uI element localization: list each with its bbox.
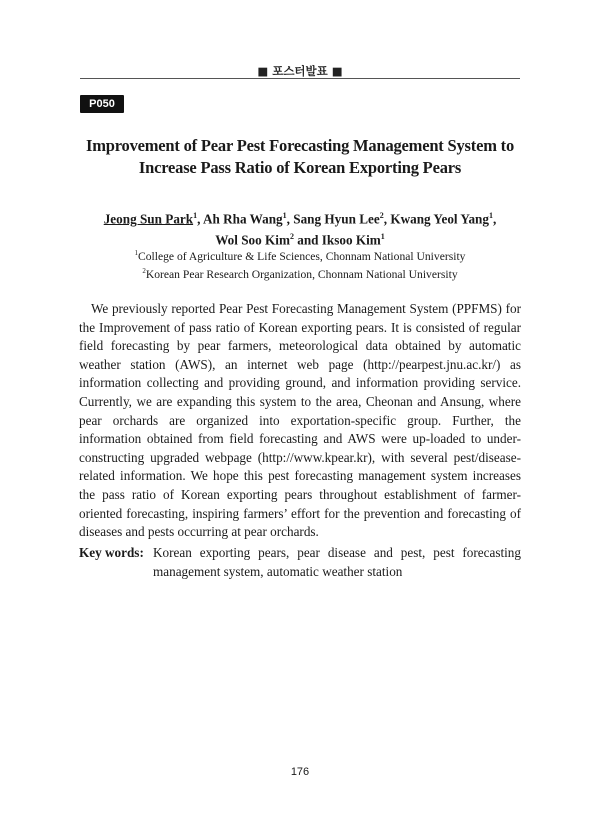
affiliation-mark: 2 [142, 266, 146, 275]
affiliation-mark: 1 [134, 249, 139, 257]
author-separator: , [286, 211, 294, 227]
title-line-1: Improvement of Pear Pest Forecasting Management System to [85, 136, 515, 155]
author-list [80, 207, 520, 250]
affiliation-text: College of Agriculture & Life Sciences, Chonnam National University [138, 249, 466, 263]
title-line-2: Increase Pass Ratio of Korean Exporting Pears [138, 158, 462, 177]
affiliation-text: Korean Pear Research Organization, Chonnam National University [145, 267, 458, 281]
author-separator: , [197, 211, 203, 227]
abstract-body: We previously reported Pear Pest Forecasting Management System (PPFMS) for the Improvement of pass ratio of Korean exporting pears. It is consisted of regular field forecasting by pear farmers, meteorological data obtained by automatic weather station (AWS), an internet web page (http://pearpest.jnu.ac.kr/) as information collecting and providing ground, and information providing service. Currently, we are expanding this system to the area, Cheonan and Ansung, where pear orchards are organized into exportation-specific group. Further, the information obtained from field forecasting and AWS were up-loaded to under-constructing upgraded webpage (http://www.kpear.kr), with several pest/disease-related information. We hope this pest forecasting management system increases the pass ratio of Korean exporting pears throughout establishment of farmer-oriented forecasting, inspiring farmers’ effort for the prevention and forecasting of diseases and pests occurring at pear orchards. [79, 301, 521, 540]
page-number: 176 [290, 766, 310, 778]
affiliation-item [80, 264, 520, 282]
author-affil-mark: 1 [380, 232, 385, 242]
paper-title [80, 135, 520, 179]
author-line-1 [80, 207, 520, 228]
author-separator: , [383, 211, 391, 227]
poster-id-badge: P050 [80, 95, 124, 113]
author-name: Wol Soo Kim [215, 232, 290, 248]
author-affil-mark: 2 [379, 211, 384, 220]
author-affil-mark: 1 [282, 211, 287, 220]
author-affil-mark: 1 [193, 211, 198, 220]
header-divider [80, 78, 520, 79]
keywords-block [79, 544, 521, 581]
author-name: Kwang Yeol Yang [390, 211, 489, 227]
affiliation-item [80, 246, 520, 264]
section-header: ■ 포스터발표 ■ [257, 64, 343, 78]
author-separator: , [492, 211, 497, 227]
author-name: Sang Hyun Lee [293, 211, 380, 227]
author-name: Jeong Sun Park [103, 211, 194, 227]
author-name: Ah Rha Wang [202, 211, 283, 227]
author-name: Iksoo Kim [321, 232, 381, 248]
affiliation-list [80, 246, 520, 282]
author-separator: and [293, 232, 322, 248]
keywords-label: Key words: [79, 545, 144, 560]
author-affil-mark: 2 [289, 232, 294, 242]
keywords-text: Korean exporting pears, pear disease and pest, pest forecasting management system, automatic weather station [153, 545, 521, 579]
author-affil-mark: 1 [488, 211, 493, 220]
